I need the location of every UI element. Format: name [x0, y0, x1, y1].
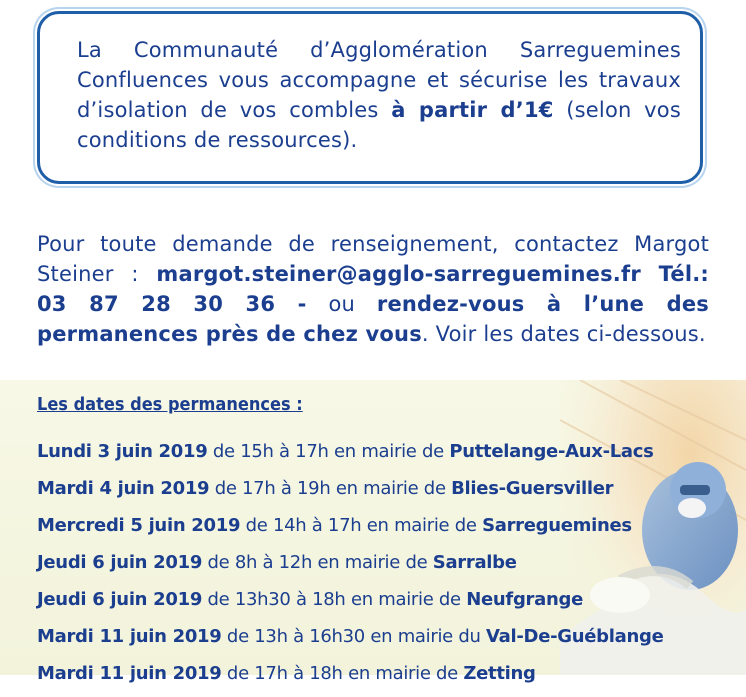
date-details: de 17h à 18h en mairie de [221, 663, 464, 684]
contact-outro: . Voir les dates ci-dessous. [421, 322, 706, 346]
info-conditions: (selon vos conditions de ressources). [77, 98, 681, 152]
date-place: Val-De-Guéblange [486, 626, 664, 647]
date-details: de 8h à 12h en mairie de [202, 552, 433, 573]
date-row [37, 512, 657, 549]
date-details: de 15h à 17h en mairie de [207, 441, 450, 462]
dates-list [37, 438, 664, 697]
date-day: Jeudi 6 juin 2019 [37, 552, 203, 573]
contact-intro: Pour toute demande de renseignement, contactez Margot Steiner : [37, 232, 709, 286]
date-row [37, 586, 657, 623]
date-details: de 13h à 16h30 en mairie du [221, 626, 487, 647]
info-text: La Communauté d’Agglomération Sarreguemines Confluences vous accompagne et sécurise les travaux d’isolation de vos combles [77, 38, 681, 122]
contact-cta: rendez-vous à l’une des permanences près de chez vous [37, 292, 710, 346]
date-details: de 14h à 17h en mairie de [240, 515, 483, 536]
date-place: Blies-Guersviller [451, 478, 614, 499]
date-day: Mardi 4 juin 2019 [37, 478, 210, 499]
date-row [37, 660, 657, 697]
date-place: Neufgrange [466, 589, 583, 610]
date-row [37, 475, 657, 512]
date-row [37, 623, 664, 660]
date-place: Zetting [463, 663, 536, 684]
date-place: Sarralbe [432, 552, 517, 573]
date-place: Sarreguemines [482, 515, 632, 536]
date-details: de 13h30 à 18h en mairie de [202, 589, 467, 610]
dates-title: Les dates des permanences : [37, 394, 303, 415]
date-day: Mercredi 5 juin 2019 [37, 515, 241, 536]
date-day: Lundi 3 juin 2019 [37, 441, 208, 462]
contact-paragraph [37, 229, 709, 349]
date-day: Mardi 11 juin 2019 [37, 626, 222, 647]
price-highlight: à partir d’1€ [391, 98, 554, 122]
date-row [37, 438, 657, 475]
date-day: Mardi 11 juin 2019 [37, 663, 222, 684]
date-day: Jeudi 6 juin 2019 [37, 589, 203, 610]
date-place: Puttelange-Aux-Lacs [449, 441, 654, 462]
contact-email[interactable]: margot.steiner@agglo-sarreguemines.fr [156, 262, 641, 286]
info-paragraph [77, 35, 681, 155]
date-details: de 17h à 19h en mairie de [209, 478, 452, 499]
contact-phone[interactable]: Tél.: 03 87 28 30 36 - [37, 262, 709, 316]
contact-or: ou [306, 292, 377, 316]
date-row [37, 549, 657, 586]
